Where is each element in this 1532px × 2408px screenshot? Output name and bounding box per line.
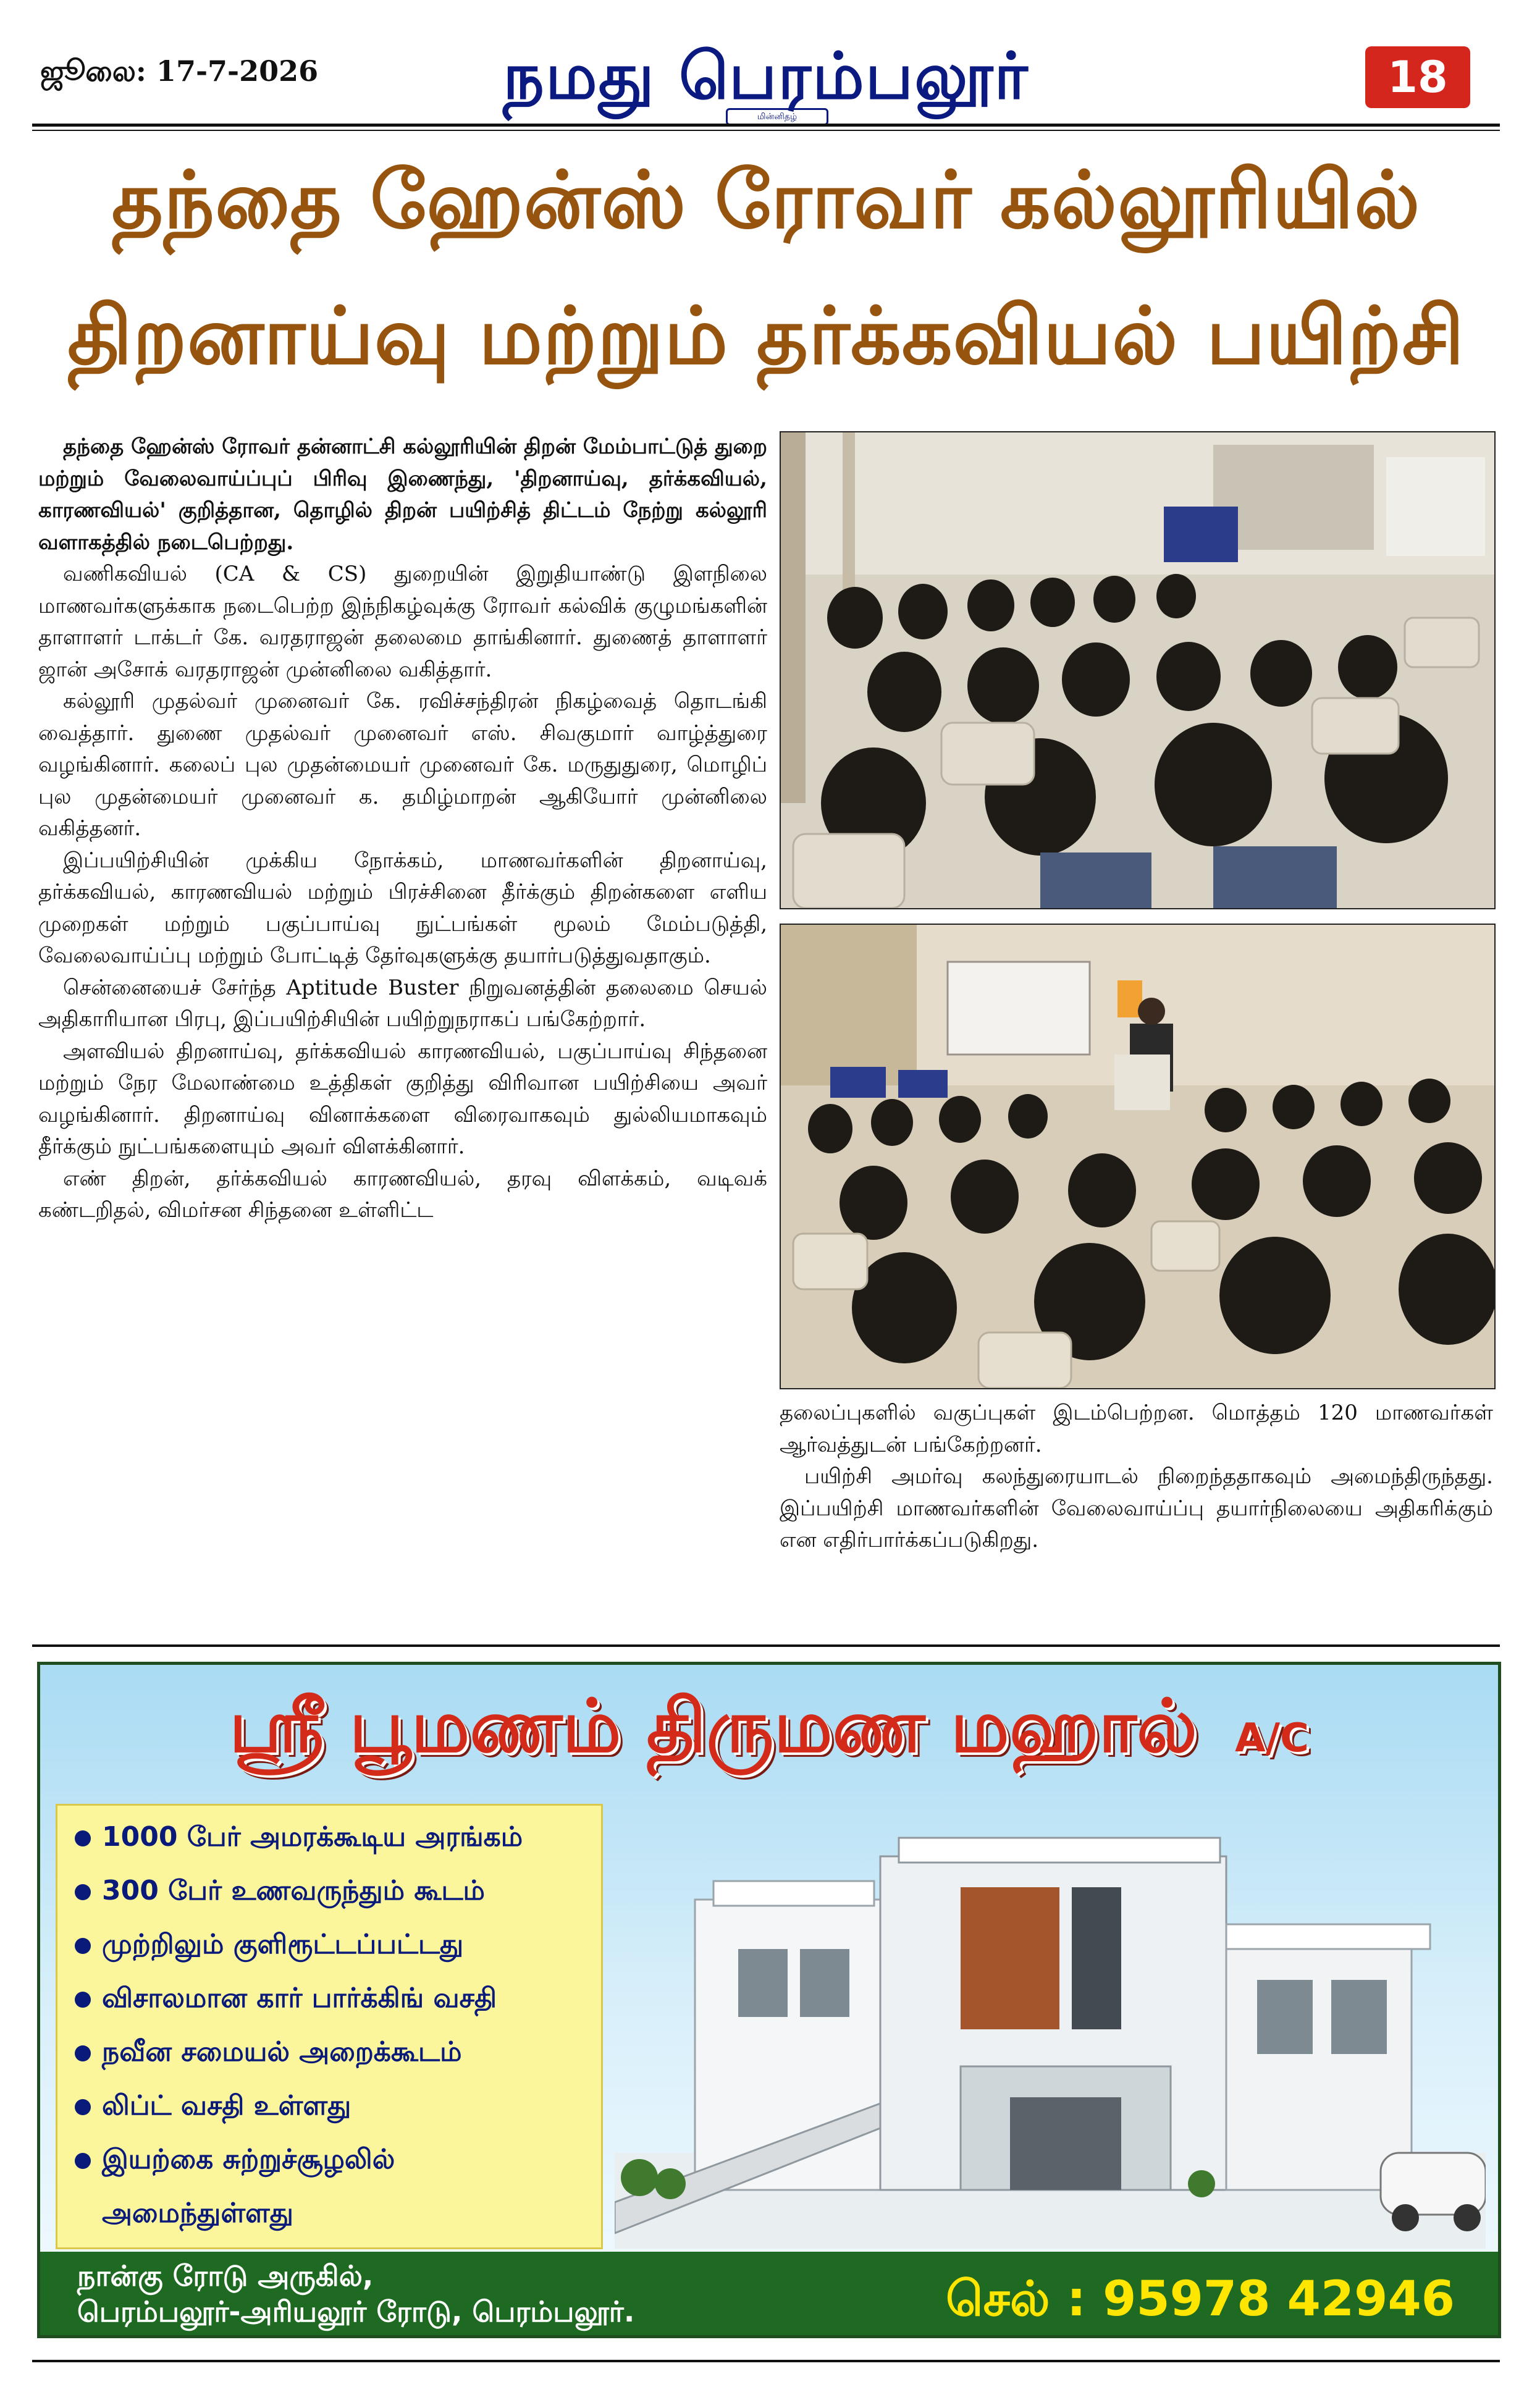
masthead-rule-thin [32,130,1500,131]
article-paragraph: கல்லூரி முதல்வர் முனைவர் கே. ரவிச்சந்திரன் நிகழ்வைத் தொடங்கி வைத்தார். துணை முதல்வர் முனைவர் எஸ். சிவகுமார் வாழ்த்துரை வழங்கினார். கலைப் புல முதன்மையர் முனைவர் கே. மருதுதுரை, மொழிப் புல முதன்மையர் முனைவர் க. தமிழ்மாறன் ஆகியோர் முன்னிலை வகித்தனர். [38,689,767,841]
bullet-icon [75,2099,91,2115]
ad-feature-item: 300 பேர் உணவருந்தும் கூடம் [75,1875,485,1910]
audience-photo-image [781,432,1494,908]
ad-feature-item-continued: அமைந்துள்ளது [102,2197,293,2229]
ad-feature-item: நவீன சமையல் அறைக்கூடம் [75,2036,461,2071]
issue-date: ஜூலை: 17-7-2026 [40,54,319,88]
ad-feature-list [56,1804,603,2249]
page-number-badge: 18 [1365,46,1470,108]
article-paragraph: இப்பயிற்சியின் முக்கிய நோக்கம், மாணவர்களின் திறனாய்வு, தர்க்கவியல், காரணவியல் மற்றும் பிரச்சினை தீர்க்கும் திறன்களை எளிய முறைகள் மற்றும் பகுப்பாய்வு நுட்பங்கள் மூலம் மேம்படுத்தி, வேலைவாய்ப்பு மற்றும் போட்டித் தேர்வுகளுக்கு தயார்படுத்துவதாகும். [38,848,767,968]
bullet-icon [75,2153,91,2169]
wedding-hall-advertisement [37,1662,1501,2338]
article-paragraph: பயிற்சி அமர்வு கலந்துரையாடல் நிறைந்ததாகவும் அமைந்திருந்தது. இப்பயிற்சி மாணவர்களின் வேலைவாய்ப்பு தயார்நிலையை அதிகரிக்கும் என எதிர்பார்க்கப்படுகிறது. [780,1464,1493,1552]
bullet-icon [75,1884,91,1900]
ad-feature-item: இயற்கை சுற்றுச்சூழலில் [75,2144,395,2179]
ad-phone-number: செல் : 95978 42946 [945,2271,1455,2327]
article-paragraph: சென்னையைச் சேர்ந்த Aptitude Buster நிறுவனத்தின் தலைமை செயல் அதிகாரியான பிரபு, இப்பயிற்சியின் பயிற்றுநராகப் பங்கேற்றார். [38,975,767,1032]
ad-address-line-2: பெரம்பலூர்-அரியலூர் ரோடு, பெரம்பலூர். [77,2295,635,2328]
ad-feature-item: முற்றிலும் குளிரூட்டப்பட்டது [75,1929,463,1964]
article-paragraph: தலைப்புகளில் வகுப்புகள் இடம்பெற்றன. மொத்தம் 120 மாணவர்கள் ஆர்வத்துடன் பங்கேற்றனர். [780,1400,1493,1457]
ad-title-text: ஸ்ரீ பூமணம் திருமண மஹால் [229,1683,1197,1769]
newspaper-title: நமது பெரம்பலூர் [503,38,1029,114]
page-bottom-rule [32,2360,1500,2362]
newspaper-subtitle: மின்னிதழ் [726,108,828,125]
ad-title-suffix: A/C [1235,1715,1309,1761]
ad-feature-item: விசாலமான கார் பார்க்கிங் வசதி [75,1982,497,2018]
event-photo-audience [780,431,1496,909]
article-paragraph: தந்தை ஹேன்ஸ் ரோவர் தன்னாட்சி கல்லூரியின் திறன் மேம்பாட்டுத் துறை மற்றும் வேலைவாய்ப்புப் பிரிவு இணைந்து, 'திறனாய்வு, தர்க்கவியல், காரணவியல்' குறித்தான, தொழில் திறன் பயிற்சித் திட்டம் நேற்று கல்லூரி வளாகத்தில் நடைபெற்றது. [38,434,767,555]
bullet-icon [75,1830,91,1846]
article-left-column [38,431,767,1227]
article-bottom-rule [32,1644,1500,1647]
ad-contact-bar [40,2252,1498,2335]
headline-line-1: தந்தை ஹேன்ஸ் ரோவர் கல்லூரியில் [111,154,1421,246]
event-photo-speaker [780,924,1496,1389]
speaker-photo-image [781,925,1494,1388]
article-paragraph: வணிகவியல் (CA & CS) துறையின் இறுதியாண்டு இளநிலை மாணவர்களுக்காக நடைபெற்ற இந்நிகழ்வுக்கு ரோவர் கல்விக் குழுமங்களின் தாளாளர் டாக்டர் கே. வரதராஜன் தலைமை தாங்கினார். துணைத் தாளாளர் ஜான் அசோக் வரதராஜன் முன்னிலை வகித்தார். [38,562,767,682]
bullet-icon [75,2045,91,2061]
article-paragraph: எண் திறன், தர்க்கவியல் காரணவியல், தரவு விளக்கம், வடிவக் கண்டறிதல், விமர்சன சிந்தனை உள்ளிட்ட [38,1166,767,1223]
article-right-column [780,1397,1493,1557]
ad-address-line-1: நான்கு ரோடு அருகில், [77,2259,374,2292]
ad-title [40,1683,1498,1779]
masthead-rule [32,124,1500,127]
bullet-icon [75,1938,91,1954]
headline-line-2: திறனாய்வு மற்றும் தர்க்கவியல் பயிற்சி [67,290,1465,382]
wedding-hall-building-image [615,1807,1486,2249]
bullet-icon [75,1992,91,2008]
ad-feature-item: லிப்ட் வசதி உள்ளது [75,2090,351,2125]
article-paragraph: அளவியல் திறனாய்வு, தர்க்கவியல் காரணவியல், பகுப்பாய்வு சிந்தனை மற்றும் நேர மேலாண்மை உத்திகள் குறித்து விரிவான பயிற்சியை அவர் வழங்கினார். திறனாய்வு வினாக்களை விரைவாகவும் துல்லியமாகவும் தீர்க்கும் நுட்பங்களையும் அவர் விளக்கினார். [38,1038,767,1159]
ad-feature-item: 1000 பேர் அமரக்கூடிய அரங்கம் [75,1821,523,1856]
